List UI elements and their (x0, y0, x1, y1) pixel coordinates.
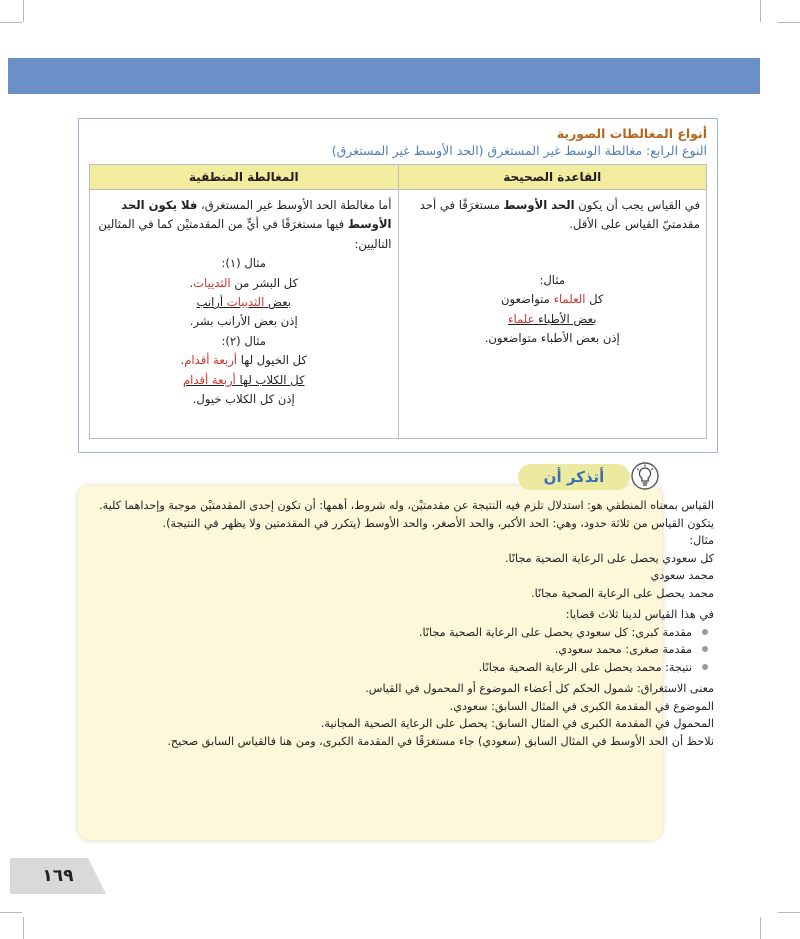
conclusion: إذن بعض الأطباء متواضعون. (484, 331, 620, 346)
example-label: مثال: (539, 272, 566, 287)
example-line-1: كل سعودي يحصل على الرعاية الصحية مجانًا. (504, 551, 714, 565)
cell-fallacy (90, 190, 399, 439)
crop-mark (760, 917, 761, 939)
meaning-of-distribution: معنى الاستغراق: شمول الحكم كل أعضاء الموضوع أو المحمول في القياس. (365, 682, 714, 695)
example-label: مثال: (689, 534, 714, 547)
crop-mark (0, 912, 22, 913)
example-2-conclusion: إذن كل الكلاب خيول. (192, 392, 295, 407)
conclusion-note: نلاحظ أن الحد الأوسط في المثال السابق (سعودي) جاء مستغرَقًا في المقدمة الكبرى، ومن هنا فالقياس السابق صحيح. (167, 734, 714, 748)
header-correct-rule: القاعدة الصحيحة (398, 165, 707, 190)
remember-header (500, 461, 660, 491)
fallacy-box (78, 118, 718, 453)
crop-mark (760, 0, 761, 22)
premise-minor: بعض الأطباء علماء (508, 311, 597, 326)
remember-content (86, 497, 714, 750)
example-1-conclusion: إذن بعض الأرانب بشر. (189, 314, 298, 329)
issues-list (86, 624, 714, 677)
crop-mark (23, 0, 24, 22)
crop-mark (0, 22, 22, 23)
premise-major: كل العلماء متواضعون (501, 292, 604, 307)
example-1-label: مثال (١): (221, 256, 267, 271)
example-1-major: كل البشر من الثدييات. (189, 275, 299, 290)
example-line-2: محمد سعودي (650, 569, 714, 582)
header-fallacy: المغالطة المنطقية (90, 165, 399, 190)
comparison-table (89, 164, 707, 439)
fallacy-intro: أما مغالطة الحد الأوسط غير المستغرق، فلا يكون الحد الأوسط فيها مستغرَقًا في أيٍّ من المقدمتيْن كما في المثالين التاليين: (98, 198, 392, 251)
header-band (8, 58, 760, 94)
list-item: نتيجة: محمد يحصل على الرعاية الصحية مجانًا. (86, 659, 692, 677)
page-number-tab (10, 858, 106, 894)
section-subtitle: النوع الرابع: مغالطة الوسط غير المستغرق (الحد الأوسط غير المستغرق) (331, 143, 707, 158)
predicate-note: المحمول في المقدمة الكبرى في المثال السابق: يحصل على الرعاية الصحية المجانية. (320, 717, 714, 730)
subject-note: الموضوع في المقدمة الكبرى في المثال السابق: سعودي. (449, 699, 714, 713)
list-item: مقدمة كبرى: كل سعودي يحصل على الرعاية الصحية مجانًا. (86, 624, 692, 642)
issues-intro: في هذا القياس لدينا ثلاث قضايا: (565, 608, 714, 621)
crop-mark (23, 917, 24, 939)
example-2-major: كل الخيول لها أربعة أقدام. (180, 353, 307, 368)
example-line-3: محمد يحصل على الرعاية الصحية مجانًا. (531, 586, 714, 600)
cell-correct-rule (398, 190, 707, 439)
rule-text: في القياس يجب أن يكون الحد الأوسط مستغرَقًا في أحد مقدمتيّ القياس على الأقل. (419, 198, 700, 232)
list-item: مقدمة صغرى: محمد سعودي. (86, 641, 692, 659)
example-2-minor: كل الكلاب لها أربعة أقدام (182, 372, 305, 387)
lightbulb-icon (630, 461, 660, 491)
remember-title: أتذكر أن (518, 464, 630, 490)
example-2-label: مثال (٢): (221, 333, 267, 348)
syllogism-definition: القياس بمعناه المنطقي هو: استدلال تلزم فيه النتيجة عن مقدمتيْن، وله شروط، أهمها: أن تكون إحدى المقدمتيْن موجبة وإحداهما كلية. يتكون القياس من ثلاثة حدود، وهي: الحد الأكبر، والحد الأصغر، والحد الأوسط (يتكرر في المقدمتين ولا يظهر في النتيجة). (99, 499, 714, 530)
section-title: أنواع المغالطات الصورية (556, 126, 707, 141)
crop-mark (778, 912, 800, 913)
crop-mark (778, 22, 800, 23)
page-number: ١٦٩ (42, 866, 74, 886)
example-1-minor: بعض الثدييات أرانب (196, 295, 292, 310)
